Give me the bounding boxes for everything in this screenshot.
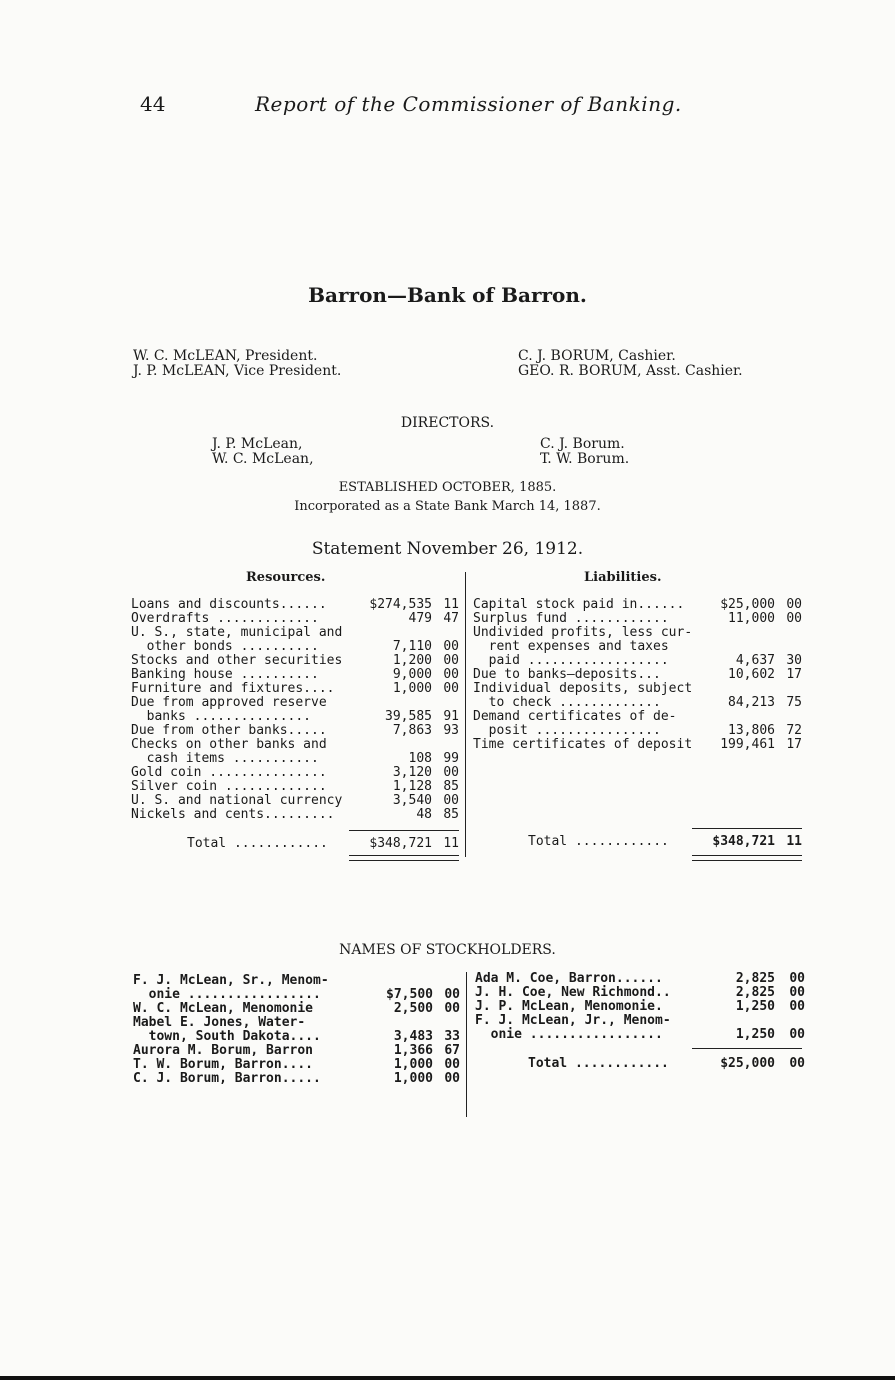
- row-cents: 00: [786, 611, 802, 626]
- table-row: [131, 738, 462, 752]
- row-cents: 00: [443, 793, 459, 808]
- row-cents: 00: [789, 985, 805, 1000]
- table-row: [131, 612, 462, 626]
- table-row: [131, 752, 462, 766]
- table-row: [133, 1058, 463, 1072]
- row-dollars: 7,863: [392, 723, 432, 738]
- table-row: [475, 1028, 805, 1042]
- statement-title: Statement November 26, 1912.: [311, 539, 584, 559]
- row-dollars: 10,602: [728, 667, 775, 682]
- row-dollars: 1,000: [392, 681, 432, 696]
- row-cents: 93: [443, 723, 459, 738]
- row-dollars: 3,540: [392, 793, 432, 808]
- column-divider: [465, 572, 466, 857]
- table-row: [131, 724, 462, 738]
- liabilities-table: [473, 598, 805, 752]
- liabilities-double-rule: [692, 855, 802, 861]
- row-label: Due from other banks.....: [131, 723, 327, 738]
- row-label: Ada M. Coe, Barron......: [475, 971, 663, 986]
- director-item: C. J. Borum.: [540, 436, 625, 452]
- table-row: [473, 738, 805, 752]
- row-label: W. C. McLean, Menomonie: [133, 1001, 314, 1016]
- resources-heading: Resources.: [246, 570, 326, 585]
- table-row: [475, 986, 805, 1000]
- row-dollars: 39,585: [385, 709, 432, 724]
- table-row: [131, 682, 462, 696]
- row-cents: 00: [443, 653, 459, 668]
- stockholders-total-cents: 00: [789, 1056, 805, 1071]
- table-row: [131, 654, 462, 668]
- row-label: onie .................: [133, 987, 321, 1002]
- liabilities-total-dollars: $348,721: [712, 834, 775, 849]
- row-cents: 67: [444, 1043, 460, 1058]
- row-cents: 33: [444, 1029, 460, 1044]
- officers-right: [518, 349, 743, 379]
- director-item: W. C. McLean,: [212, 451, 314, 467]
- row-label: rent expenses and taxes: [473, 639, 669, 654]
- row-dollars: 1,128: [392, 779, 432, 794]
- row-dollars: 1,200: [392, 653, 432, 668]
- row-label: Individual deposits, subject: [473, 681, 693, 696]
- row-cents: 00: [444, 987, 460, 1002]
- row-dollars: 11,000: [728, 611, 775, 626]
- table-row: [473, 696, 805, 710]
- row-cents: 85: [443, 807, 459, 822]
- row-label: Surplus fund ............: [473, 611, 669, 626]
- page-number: 44: [140, 92, 166, 116]
- row-dollars: 2,825: [735, 971, 775, 986]
- officer-cashier: C. J. BORUM, Cashier.: [518, 348, 676, 364]
- resources-total-cents: 11: [443, 836, 459, 851]
- table-row: [475, 1014, 805, 1028]
- table-row: [133, 1002, 463, 1016]
- row-dollars: 1,250: [735, 1027, 775, 1042]
- row-label: Overdrafts .............: [131, 611, 319, 626]
- resources-total-row: [131, 837, 462, 851]
- table-row: [473, 626, 805, 640]
- row-label: F. J. McLean, Jr., Menom-: [475, 1013, 671, 1028]
- row-label: Time certificates of deposit: [473, 737, 693, 752]
- row-dollars: 4,637: [735, 653, 775, 668]
- row-label: C. J. Borum, Barron.....: [133, 1071, 321, 1086]
- table-row: [131, 808, 462, 822]
- row-cents: 47: [443, 611, 459, 626]
- row-label: Banking house ..........: [131, 667, 319, 682]
- row-cents: 00: [789, 971, 805, 986]
- page-bottom-edge: [0, 1376, 895, 1380]
- table-row: [473, 724, 805, 738]
- table-row: [473, 710, 805, 724]
- directors-heading: DIRECTORS.: [400, 415, 495, 431]
- row-cents: 00: [444, 1057, 460, 1072]
- stockholders-right-table: [475, 972, 805, 1042]
- officer-president: W. C. McLEAN, President.: [133, 348, 318, 364]
- row-cents: 00: [444, 1001, 460, 1016]
- resources-double-rule: [349, 855, 459, 861]
- table-row: [131, 626, 462, 640]
- row-label: town, South Dakota....: [133, 1029, 321, 1044]
- row-label: Loans and discounts......: [131, 597, 327, 612]
- stockholders-total-dollars: $25,000: [720, 1056, 775, 1071]
- row-cents: 00: [443, 639, 459, 654]
- row-dollars: 9,000: [392, 667, 432, 682]
- row-dollars: $7,500: [386, 987, 433, 1002]
- directors-left: [212, 437, 314, 467]
- table-row: [133, 1030, 463, 1044]
- row-label: J. P. McLean, Menomonie.: [475, 999, 663, 1014]
- row-dollars: 3,120: [392, 765, 432, 780]
- row-dollars: 13,806: [728, 723, 775, 738]
- row-dollars: 2,500: [393, 1001, 433, 1016]
- row-label: Gold coin ...............: [131, 765, 327, 780]
- row-dollars: 1,250: [735, 999, 775, 1014]
- row-label: paid ..................: [473, 653, 669, 668]
- table-row: [131, 668, 462, 682]
- stockholders-total-row: [475, 1057, 805, 1071]
- row-label: Furniture and fixtures....: [131, 681, 335, 696]
- row-cents: 72: [786, 723, 802, 738]
- stockholders-left-table: [133, 974, 463, 1086]
- bank-title: Barron—Bank of Barron.: [308, 283, 587, 307]
- row-cents: 00: [789, 1027, 805, 1042]
- liabilities-total-cents: 11: [786, 834, 802, 849]
- row-dollars: $274,535: [369, 597, 432, 612]
- row-dollars: 1,366: [393, 1043, 433, 1058]
- row-label: F. J. McLean, Sr., Menom-: [133, 973, 329, 988]
- liabilities-heading: Liabilities.: [584, 570, 662, 585]
- table-row: [473, 640, 805, 654]
- row-label: J. H. Coe, New Richmond..: [475, 985, 671, 1000]
- row-cents: 00: [443, 681, 459, 696]
- row-label: T. W. Borum, Barron....: [133, 1057, 314, 1072]
- table-row: [473, 668, 805, 682]
- row-label: U. S., state, municipal and: [131, 625, 343, 640]
- resources-total-label: Total ............: [187, 836, 328, 851]
- row-cents: 17: [786, 737, 802, 752]
- row-label: U. S. and national currency: [131, 793, 343, 808]
- row-label: Silver coin .............: [131, 779, 327, 794]
- table-row: [475, 972, 805, 986]
- row-label: Undivided profits, less cur-: [473, 625, 693, 640]
- row-dollars: 479: [408, 611, 432, 626]
- row-label: Aurora M. Borum, Barron: [133, 1043, 314, 1058]
- row-cents: 17: [786, 667, 802, 682]
- table-row: [133, 1016, 463, 1030]
- directors-right: [540, 437, 629, 467]
- established-date: ESTABLISHED OCTOBER, 1885.: [338, 480, 557, 495]
- table-row: [473, 654, 805, 668]
- table-row: [131, 794, 462, 808]
- resources-total-rule: [349, 830, 459, 831]
- row-cents: 00: [444, 1071, 460, 1086]
- resources-table: [131, 598, 462, 822]
- row-dollars: 1,000: [393, 1071, 433, 1086]
- row-label: Stocks and other securities: [131, 653, 343, 668]
- row-label: Due from approved reserve: [131, 695, 327, 710]
- row-label: posit ................: [473, 723, 661, 738]
- row-label: Capital stock paid in......: [473, 597, 685, 612]
- row-label: to check .............: [473, 695, 661, 710]
- table-row: [473, 682, 805, 696]
- stockholders-divider: [466, 972, 467, 1117]
- row-dollars: 48: [416, 807, 432, 822]
- table-row: [133, 988, 463, 1002]
- table-row: [133, 1072, 463, 1086]
- row-label: banks ...............: [131, 709, 312, 724]
- table-row: [131, 696, 462, 710]
- officers-left: [133, 349, 341, 379]
- officer-asst-cashier: GEO. R. BORUM, Asst. Cashier.: [518, 363, 743, 379]
- row-label: Mabel E. Jones, Water-: [133, 1015, 306, 1030]
- row-label: Demand certificates of de-: [473, 709, 677, 724]
- table-row: [473, 612, 805, 626]
- row-dollars: $25,000: [720, 597, 775, 612]
- row-cents: 00: [443, 765, 459, 780]
- row-dollars: 1,000: [393, 1057, 433, 1072]
- row-cents: 00: [789, 999, 805, 1014]
- row-cents: 00: [443, 667, 459, 682]
- stockholders-heading: NAMES OF STOCKHOLDERS.: [339, 942, 556, 958]
- liabilities-total-row: [473, 835, 805, 849]
- row-label: other bonds ..........: [131, 639, 319, 654]
- table-row: [131, 640, 462, 654]
- row-dollars: 7,110: [392, 639, 432, 654]
- table-row: [131, 780, 462, 794]
- incorporated-date: Incorporated as a State Bank March 14, 1887.: [294, 499, 601, 514]
- row-label: onie .................: [475, 1027, 663, 1042]
- row-dollars: 84,213: [728, 695, 775, 710]
- row-dollars: 108: [408, 751, 432, 766]
- table-row: [131, 598, 462, 612]
- table-row: [131, 766, 462, 780]
- table-row: [473, 598, 805, 612]
- stockholders-total-rule: [692, 1048, 802, 1049]
- liabilities-total-label: Total ............: [528, 834, 669, 849]
- director-item: T. W. Borum.: [540, 451, 630, 467]
- table-row: [133, 1044, 463, 1058]
- row-dollars: 3,483: [393, 1029, 433, 1044]
- row-cents: 11: [443, 597, 459, 612]
- row-label: Checks on other banks and: [131, 737, 327, 752]
- row-label: Nickels and cents.........: [131, 807, 335, 822]
- row-cents: 91: [443, 709, 459, 724]
- director-item: J. P. McLean,: [212, 436, 303, 452]
- table-row: [131, 710, 462, 724]
- row-cents: 75: [786, 695, 802, 710]
- row-label: cash items ...........: [131, 751, 319, 766]
- row-cents: 30: [786, 653, 802, 668]
- stockholders-total-label: Total ............: [528, 1056, 669, 1071]
- row-dollars: 2,825: [735, 985, 775, 1000]
- row-cents: 00: [786, 597, 802, 612]
- row-cents: 99: [443, 751, 459, 766]
- row-cents: 85: [443, 779, 459, 794]
- resources-total-dollars: $348,721: [369, 836, 432, 851]
- officer-vice-president: J. P. McLEAN, Vice President.: [133, 363, 342, 379]
- row-dollars: 199,461: [720, 737, 775, 752]
- liabilities-total-rule: [692, 828, 802, 829]
- table-row: [133, 974, 463, 988]
- running-title: Report of the Commissioner of Banking.: [255, 92, 682, 116]
- table-row: [475, 1000, 805, 1014]
- row-label: Due to banks—deposits...: [473, 667, 661, 682]
